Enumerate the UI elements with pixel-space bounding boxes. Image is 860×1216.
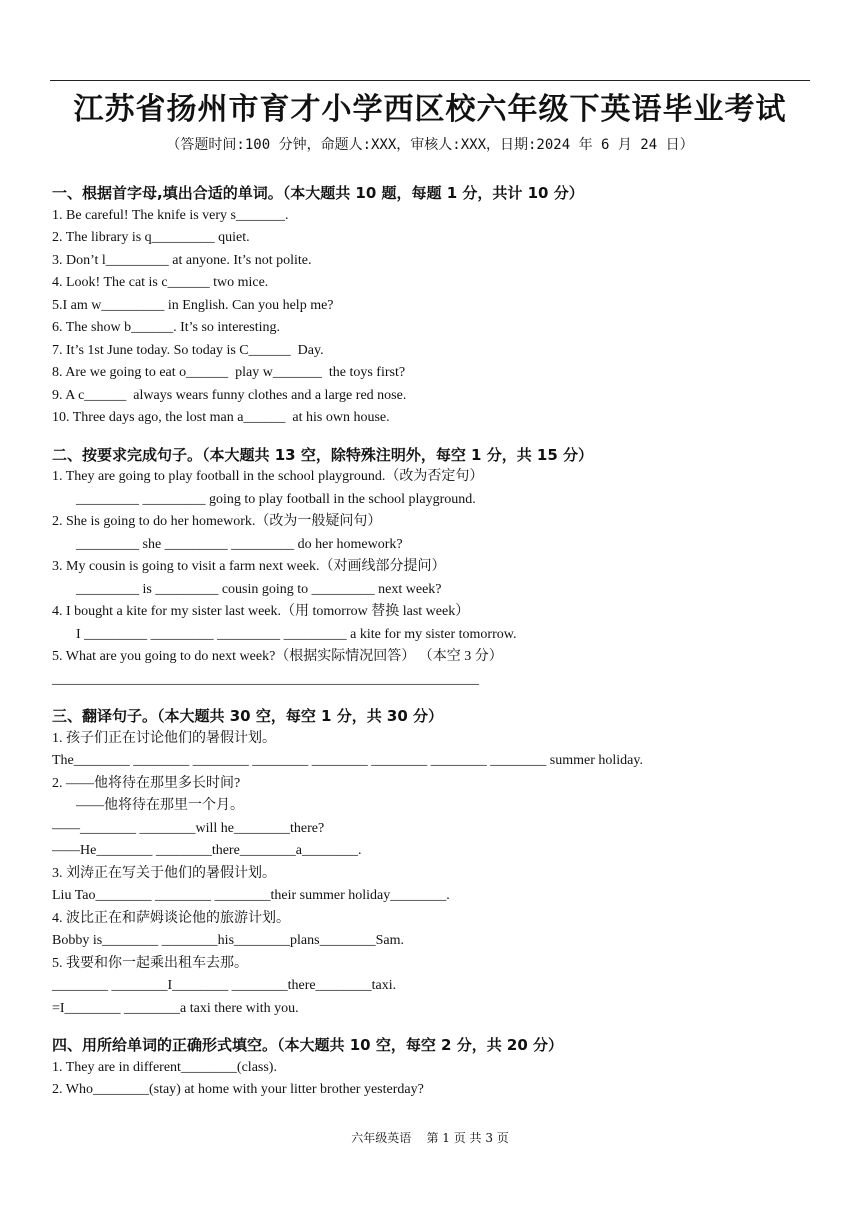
question-line: ——他将待在那里一个月。 xyxy=(76,798,244,813)
section-heading: 二、按要求完成句子。（本大题共 13 空，除特殊注明外，每空 1 分，共 15 分） xyxy=(52,445,594,464)
question-line: 1. 孩子们正在讨论他们的暑假计划。 xyxy=(52,730,276,746)
question-line: 8. Are we going to eat o______ play w_______ the toys first? xyxy=(52,365,406,380)
question-line: 4. Look! The cat is c______ two mice. xyxy=(52,275,269,290)
question-line: _____________________________________________________________ xyxy=(52,671,479,687)
exam-content xyxy=(52,182,842,1102)
question-line: The________ ________ ________ ________ ________ ________ ________ ________ summer holiday. xyxy=(52,753,643,768)
page-footer: 六年级英语 第 1 页 共 3 页 xyxy=(351,1131,509,1145)
question-line: =I________ ________a taxi there with you. xyxy=(52,1000,299,1016)
question-line: ________ ________I________ ________there________taxi. xyxy=(52,978,397,993)
question-line: 5. What are you going to do next week?（根据实际情况回答） （本空 3 分） xyxy=(52,649,503,664)
question-line: 2. She is going to do her homework.（改为一般疑问句） xyxy=(52,514,382,529)
section-heading: 四、用所给单词的正确形式填空。（本大题共 10 空，每空 2 分，共 20 分） xyxy=(52,1036,564,1054)
question-line: 10. Three days ago, the lost man a______ at his own house. xyxy=(52,410,390,425)
question-line: 2. ——他将待在那里多长时间? xyxy=(52,775,241,791)
section-heading: 三、翻译句子。（本大题共 30 空，每空 1 分，共 30 分） xyxy=(52,707,444,725)
question-line: ——________ ________will he________there? xyxy=(52,820,325,836)
question-line: 5. 我要和你一起乘出租车去那。 xyxy=(52,955,248,971)
question-line: 3. Don’t l_________ at anyone. It’s not polite. xyxy=(52,252,312,268)
question-line: ——He________ ________there________a________. xyxy=(52,843,362,858)
question-line: 9. A c______ always wears funny clothes and a large red nose. xyxy=(52,387,407,403)
question-line: 2. The library is q_________ quiet. xyxy=(52,230,250,245)
question-line: 2. Who________(stay) at home with your litter brother yesterday? xyxy=(52,1082,424,1097)
question-line: Liu Tao________ ________ ________their summer holiday________. xyxy=(52,888,450,903)
question-line: 1. Be careful! The knife is very s_______. xyxy=(52,207,289,223)
question-line: I _________ _________ _________ _________ a kite for my sister tomorrow. xyxy=(76,626,517,642)
question-line: 3. My cousin is going to visit a farm next week.（对画线部分提问） xyxy=(52,559,446,574)
question-line: 3. 刘涛正在写关于他们的暑假计划。 xyxy=(52,865,276,881)
question-line: 1. They are in different________(class). xyxy=(52,1059,277,1075)
question-line: 5.I am w_________ in English. Can you help me? xyxy=(52,297,334,313)
question-line: 4. 波比正在和萨姆谈论他的旅游计划。 xyxy=(52,910,290,926)
question-line: 6. The show b______. It’s so interesting. xyxy=(52,320,281,335)
question-line: 7. It’s 1st June today. So today is C______ Day. xyxy=(52,342,324,358)
question-line: _________ is _________ cousin going to _________ next week? xyxy=(76,581,442,597)
question-line: _________ _________ going to play football in the school playground. xyxy=(76,491,476,507)
exam-title: 江苏省扬州市育才小学西区校六年级下英语毕业考试 xyxy=(73,92,787,127)
question-line: 1. They are going to play football in the school playground.（改为否定句） xyxy=(52,469,484,484)
exam-subtitle: （答题时间:100 分钟，命题人:XXX，审核人:XXX，日期:2024 年 6 月 24 日） xyxy=(166,137,694,153)
question-line: Bobby is________ ________his________plans________Sam. xyxy=(52,933,404,948)
question-line: _________ she _________ _________ do her homework? xyxy=(76,536,403,552)
question-line: 4. I bought a kite for my sister last week.（用 tomorrow 替换 last week） xyxy=(52,604,470,619)
header-rule xyxy=(50,80,810,81)
section-heading: 一、根据首字母,填出合适的单词。（本大题共 10 题，每题 1 分，共计 10 分） xyxy=(52,184,584,202)
